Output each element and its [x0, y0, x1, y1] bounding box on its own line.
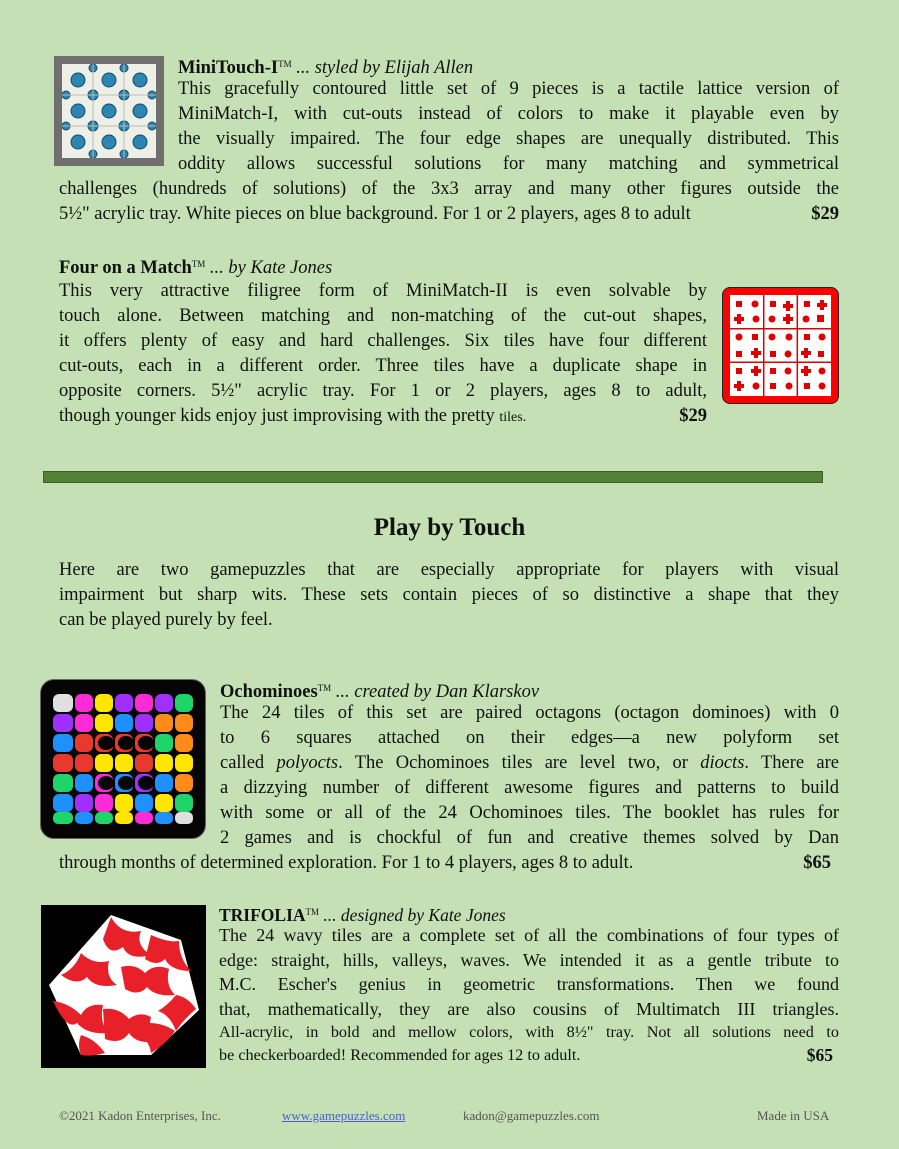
footer-email: kadon@gamepuzzles.com: [463, 1108, 600, 1123]
fouronamatch-line: cut-outs, each in a different order. Three tiles have a duplicate shape in: [59, 356, 707, 376]
fouronamatch-small-word: tiles.: [499, 410, 527, 425]
trifolia-byline: ... designed by Kate Jones: [319, 905, 506, 925]
section-intro: [59, 558, 839, 633]
minitouch-name: MiniTouch-I: [178, 58, 279, 78]
footer-website-link[interactable]: www.gamepuzzles.com: [282, 1108, 406, 1123]
ochominoes-image: [40, 679, 206, 839]
trifolia-line: be checkerboarded! Recommended for ages 12 to adult.: [219, 1046, 581, 1064]
fouronamatch-line: opposite corners. 5½" acrylic tray. For 1 or 2 players, ages 8 to adult,: [59, 381, 707, 401]
intro-line: can be played purely by feel.: [59, 610, 273, 630]
fouronamatch-trademark: TM: [191, 259, 206, 269]
trifolia-tiles-icon: [41, 905, 206, 1068]
minitouch-description-top: [178, 77, 839, 177]
ochominoes-tiles-icon: [51, 692, 195, 826]
minitouch-line: the visually impaired. The four edge shapes are unequally distributed. This: [178, 129, 839, 149]
trifolia-trademark: TM: [305, 907, 320, 917]
ochominoes-last-row: [59, 851, 831, 876]
ochominoes-trademark: TM: [317, 683, 332, 693]
intro-line: impairment but sharp wits. These sets contain pieces of so distinctive a shape that they: [59, 585, 839, 605]
ochominoes-line: to 6 squares attached on their edges—a new polyform set: [220, 728, 839, 748]
ochominoes-line: The 24 tiles of this set are paired octagons (octagon dominoes) with 0: [220, 703, 839, 723]
filigree-tiles-icon: [730, 295, 831, 396]
trifolia-line: M.C. Escher's genius in geometric transformations. Then we found: [219, 974, 839, 994]
ochominoes-byline: ... created by Dan Klarskov: [331, 682, 540, 702]
minitouch-line: This gracefully contoured little set of 9 pieces is a tactile lattice version of: [178, 79, 839, 99]
minitouch-line: MiniMatch-I, with cut-outs instead of colors to make it playable even by: [178, 104, 839, 124]
fouronamatch-line: This very attractive filigree form of MiniMatch-II is even solvable by: [59, 281, 707, 301]
ochominoes-price: $65: [803, 853, 831, 873]
trifolia-image: [41, 905, 206, 1068]
footer-made-in: Made in USA: [757, 1108, 830, 1123]
trifolia-line: The 24 wavy tiles are a complete set of all the combinations of four types of: [219, 925, 839, 945]
trifolia-small-text: [219, 1021, 839, 1067]
minitouch-line: 5½" acrylic tray. White pieces on blue background. For 1 or 2 players, ages 8 to adult: [59, 204, 691, 224]
minitouch-line: oddity allows successful solutions for many matching and symmetrical: [178, 154, 839, 174]
fouronamatch-name: Four on a Match: [59, 258, 192, 278]
section-divider: [43, 471, 823, 483]
fouronamatch-line: though younger kids enjoy just improvising with the pretty: [59, 406, 500, 426]
ochominoes-line: through months of determined exploration. For 1 to 4 players, ages 8 to adult.: [59, 853, 634, 873]
minitouch-image: [54, 56, 164, 166]
fouronamatch-line: touch alone. Between matching and non-matching of the cut-out shapes,: [59, 306, 707, 326]
ochominoes-line: with some or all of the 24 Ochominoes tiles. The booklet has rules for: [220, 803, 839, 823]
minitouch-price: $29: [811, 204, 839, 224]
ochominoes-description: [220, 701, 839, 851]
ochominoes-line: a dizzying number of different awesome figures and patterns to build: [220, 778, 839, 798]
trifolia-name: TRIFOLIA: [219, 905, 306, 925]
minitouch-byline: ... styled by Elijah Allen: [291, 58, 474, 78]
intro-line: Here are two gamepuzzles that are especially appropriate for players with visual: [59, 560, 839, 580]
trifolia-line: that, mathematically, they are also cousins of Multimatch III triangles.: [219, 998, 839, 1019]
fouronamatch-image: [722, 287, 839, 404]
ochominoes-line: called polyocts. The Ochominoes tiles are level two, or diocts. There are: [220, 753, 840, 773]
trifolia-line: edge: straight, hills, valleys, waves. We intended it as a gentle tribute to: [219, 949, 839, 970]
ochominoes-name: Ochominoes: [220, 682, 318, 702]
ochominoes-line: 2 games and is chockful of fun and creative themes solved by Dan: [220, 828, 839, 848]
footer-copyright: ©2021 Kadon Enterprises, Inc.: [59, 1108, 221, 1123]
trifolia-price: $65: [806, 1045, 833, 1065]
fouronamatch-title: [59, 252, 699, 281]
fouronamatch-byline: ... by Kate Jones: [205, 258, 333, 278]
minitouch-description-bottom: [59, 177, 839, 227]
fouronamatch-line: it offers plenty of easy and hard challenges. Six tiles have four different: [59, 331, 707, 351]
trifolia-line: All-acrylic, in bold and mellow colors, with 8½" tray. Not all solutions need to: [219, 1023, 839, 1041]
fouronamatch-description: [59, 279, 707, 430]
fouronamatch-price: $29: [679, 406, 707, 426]
trifolia-description: [219, 923, 839, 1021]
minitouch-lattice-icon: [62, 64, 156, 158]
minitouch-trademark: TM: [278, 59, 292, 69]
minitouch-line: challenges (hundreds of solutions) of the 3x3 array and many other figures outside the: [59, 179, 839, 199]
section-title: Play by Touch: [373, 514, 526, 541]
